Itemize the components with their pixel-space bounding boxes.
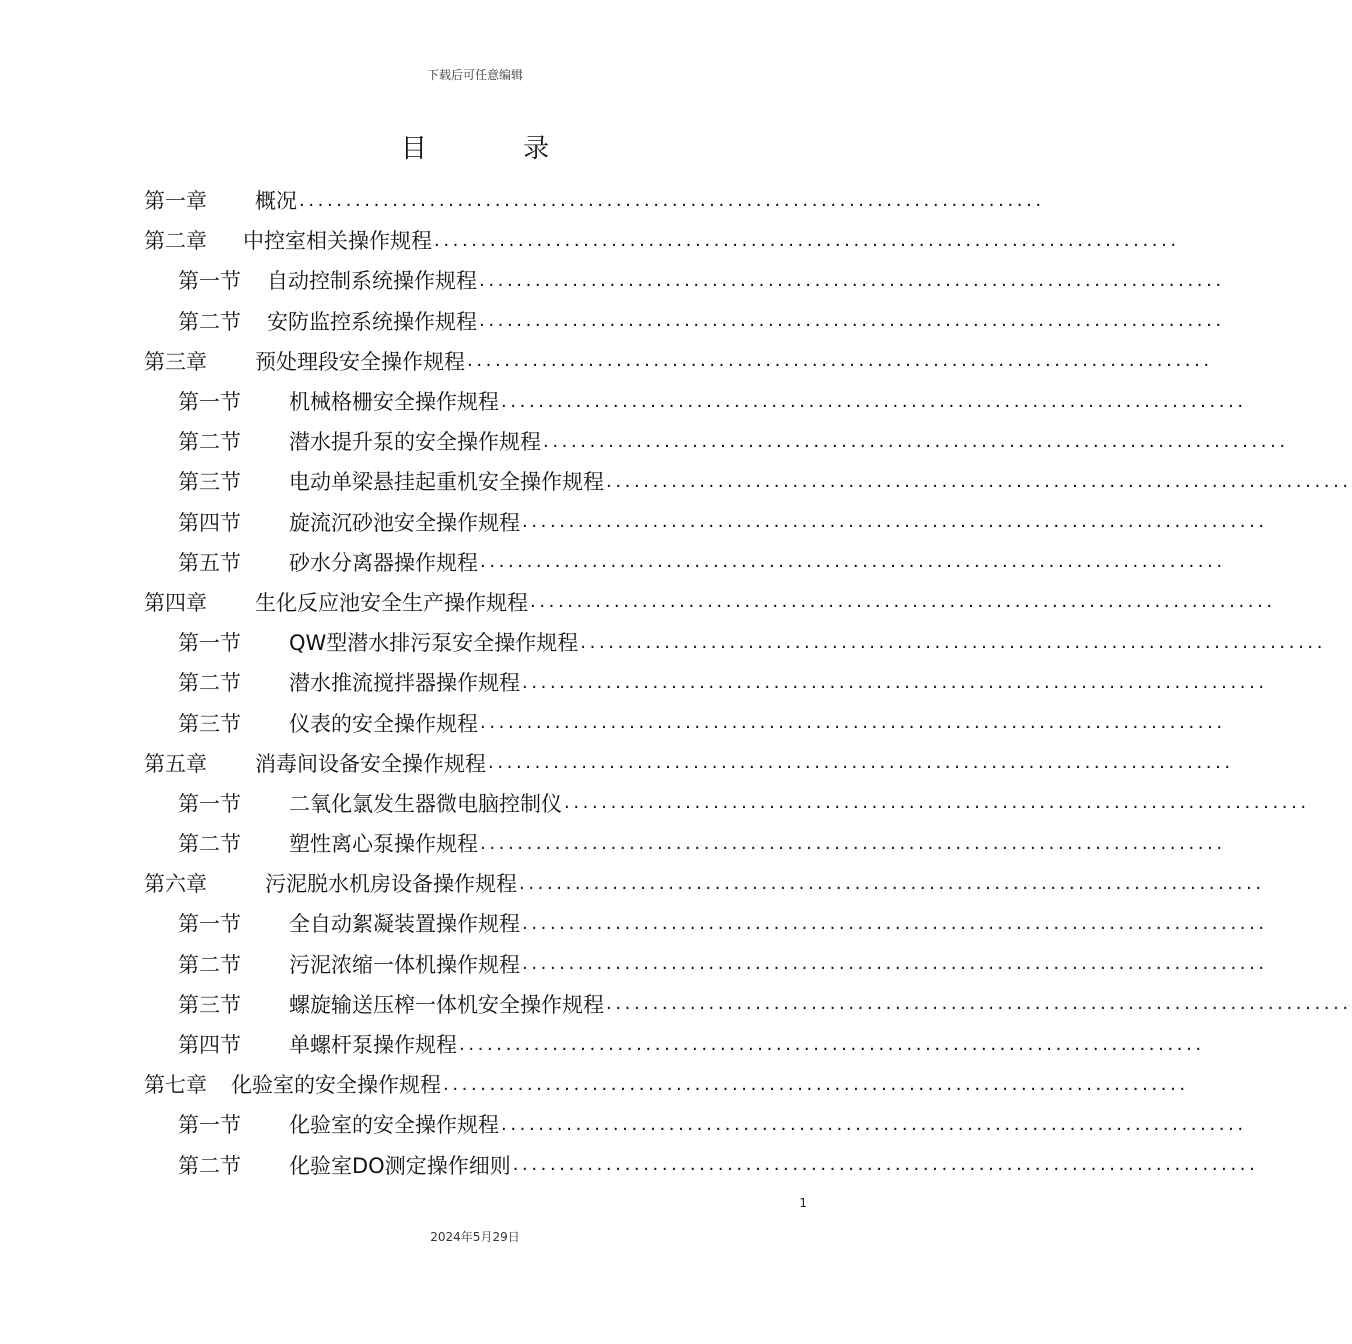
toc-leader-dots: ................................................................................ xyxy=(467,350,1213,372)
toc-entry-title: 砂水分离器操作规程 xyxy=(289,550,478,575)
toc-entry[interactable] xyxy=(144,1064,1189,1104)
page-title: 目 录 xyxy=(400,134,594,164)
toc-entry-number: 第四节 xyxy=(178,510,241,535)
toc-entry-title: 化验室的安全操作规程 xyxy=(289,1113,499,1138)
toc-entry[interactable] xyxy=(144,381,1247,421)
toc-entry[interactable] xyxy=(144,944,1268,984)
toc-leader-dots: ................................................................................ xyxy=(488,752,1234,774)
toc-entry-title: 全自动絮凝装置操作规程 xyxy=(289,912,520,937)
toc-entry-title: 化验室DO测定操作细则 xyxy=(289,1153,511,1178)
toc-entry-number: 第二节 xyxy=(178,309,241,334)
toc-entry[interactable] xyxy=(144,783,1310,823)
toc-entry-number: 第三节 xyxy=(178,470,241,495)
toc-entry-number: 第七章 xyxy=(144,1073,207,1098)
toc-entry[interactable] xyxy=(144,823,1226,863)
toc-leader-dots: ................................................................................ xyxy=(299,189,1045,211)
toc-entry-number: 第一节 xyxy=(178,1113,241,1138)
page-number: 1 xyxy=(799,1196,807,1210)
toc-entry-title: 污泥浓缩一体机操作规程 xyxy=(289,952,520,977)
toc-entry-number: 第一节 xyxy=(178,269,241,294)
toc-leader-dots: ................................................................................ xyxy=(606,470,1352,492)
toc-entry-number: 第一节 xyxy=(178,390,241,415)
toc-entry-title: 仪表的安全操作规程 xyxy=(289,711,478,736)
toc-entry[interactable] xyxy=(144,1104,1247,1144)
toc-entry-title: 自动控制系统操作规程 xyxy=(267,269,477,294)
toc-entry-title: 二氧化氯发生器微电脑控制仪 xyxy=(289,791,562,816)
toc-entry-title: 潜水提升泵的安全操作规程 xyxy=(289,430,541,455)
toc-entry-title: 预处理段安全操作规程 xyxy=(255,349,465,374)
toc-leader-dots: ................................................................................ xyxy=(530,591,1276,613)
toc-entry-number: 第六章 xyxy=(144,872,207,897)
toc-entry-title: 旋流沉砂池安全操作规程 xyxy=(289,510,520,535)
toc-entry-number: 第二节 xyxy=(178,952,241,977)
page-header: 下载后可任意编辑 xyxy=(426,68,523,82)
toc-entry-number: 第一节 xyxy=(178,791,241,816)
toc-entry[interactable] xyxy=(144,984,1352,1024)
toc-leader-dots: ................................................................................ xyxy=(480,712,1226,734)
toc-leader-dots: ................................................................................ xyxy=(434,229,1180,251)
toc-entry-number: 第二节 xyxy=(178,671,241,696)
page-footer-date: 2024年5月29日 xyxy=(430,1230,520,1244)
toc-entry[interactable] xyxy=(144,502,1268,542)
toc-entry[interactable] xyxy=(144,421,1289,461)
toc-entry-title: 单螺杆泵操作规程 xyxy=(289,1033,457,1058)
toc-entry-title: 概况 xyxy=(255,189,297,214)
toc-entry-title: 电动单梁悬挂起重机安全操作规程 xyxy=(289,470,604,495)
toc-leader-dots: ................................................................................ xyxy=(501,1113,1247,1135)
toc-entry-number: 第五章 xyxy=(144,751,207,776)
toc-entry-number: 第二节 xyxy=(178,1153,241,1178)
toc-entry-number: 第三节 xyxy=(178,992,241,1017)
toc-leader-dots: ................................................................................ xyxy=(519,872,1265,894)
toc-leader-dots: ................................................................................ xyxy=(443,1073,1189,1095)
toc-entry-number: 第四章 xyxy=(144,590,207,615)
toc-entry-title: 生化反应池安全生产操作规程 xyxy=(255,590,528,615)
toc-entry[interactable] xyxy=(144,702,1226,742)
toc-entry[interactable] xyxy=(144,1024,1205,1064)
toc-entry-title: 螺旋输送压榨一体机安全操作规程 xyxy=(289,992,604,1017)
toc-entry-number: 第三章 xyxy=(144,349,207,374)
toc-entry-title: 消毒间设备安全操作规程 xyxy=(255,751,486,776)
toc-leader-dots: ................................................................................ xyxy=(459,1033,1205,1055)
table-of-contents xyxy=(144,180,1352,1185)
toc-entry-title: 机械格栅安全操作规程 xyxy=(289,390,499,415)
toc-entry-number: 第二节 xyxy=(178,430,241,455)
toc-leader-dots: ................................................................................ xyxy=(522,671,1268,693)
toc-entry[interactable] xyxy=(144,863,1265,903)
toc-entry[interactable] xyxy=(144,662,1268,702)
toc-entry-title: 塑性离心泵操作规程 xyxy=(289,832,478,857)
toc-entry-title: QW型潜水排污泵安全操作规程 xyxy=(289,631,579,656)
toc-entry[interactable] xyxy=(144,542,1226,582)
toc-entry-number: 第一章 xyxy=(144,189,207,214)
toc-entry[interactable] xyxy=(144,1145,1259,1185)
toc-leader-dots: ................................................................................ xyxy=(479,269,1225,291)
toc-entry[interactable] xyxy=(144,220,1180,260)
toc-entry-title: 化验室的安全操作规程 xyxy=(231,1073,441,1098)
toc-entry-number: 第一节 xyxy=(178,631,241,656)
toc-entry[interactable] xyxy=(144,743,1234,783)
toc-entry-number: 第二节 xyxy=(178,832,241,857)
toc-leader-dots: ................................................................................ xyxy=(480,832,1226,854)
toc-leader-dots: ................................................................................ xyxy=(580,631,1327,653)
toc-entry-number: 第一节 xyxy=(178,912,241,937)
toc-leader-dots: ................................................................................ xyxy=(522,953,1268,975)
toc-entry-title: 潜水推流搅拌器操作规程 xyxy=(289,671,520,696)
toc-entry[interactable] xyxy=(144,301,1225,341)
toc-entry[interactable] xyxy=(144,622,1327,662)
toc-entry-number: 第四节 xyxy=(178,1033,241,1058)
toc-leader-dots: ................................................................................ xyxy=(543,430,1289,452)
toc-leader-dots: ................................................................................ xyxy=(522,912,1268,934)
toc-entry[interactable] xyxy=(144,461,1352,501)
toc-entry[interactable] xyxy=(144,260,1225,300)
toc-entry-title: 污泥脱水机房设备操作规程 xyxy=(265,872,517,897)
toc-entry[interactable] xyxy=(144,341,1213,381)
toc-entry[interactable] xyxy=(144,903,1268,943)
toc-leader-dots: ................................................................................ xyxy=(522,511,1268,533)
toc-entry-title: 中控室相关操作规程 xyxy=(243,229,432,254)
toc-leader-dots: ................................................................................ xyxy=(501,390,1247,412)
toc-entry-number: 第三节 xyxy=(178,711,241,736)
toc-entry-number: 第二章 xyxy=(144,229,207,254)
toc-leader-dots: ................................................................................ xyxy=(480,551,1226,573)
toc-leader-dots: ................................................................................ xyxy=(479,310,1225,332)
toc-entry-title: 安防监控系统操作规程 xyxy=(267,309,477,334)
toc-leader-dots: ................................................................................ xyxy=(564,792,1310,814)
toc-leader-dots: ................................................................................ xyxy=(512,1154,1259,1176)
toc-entry[interactable] xyxy=(144,180,1045,220)
toc-leader-dots: ................................................................................ xyxy=(606,993,1352,1015)
toc-entry-number: 第五节 xyxy=(178,550,241,575)
toc-entry[interactable] xyxy=(144,582,1276,622)
